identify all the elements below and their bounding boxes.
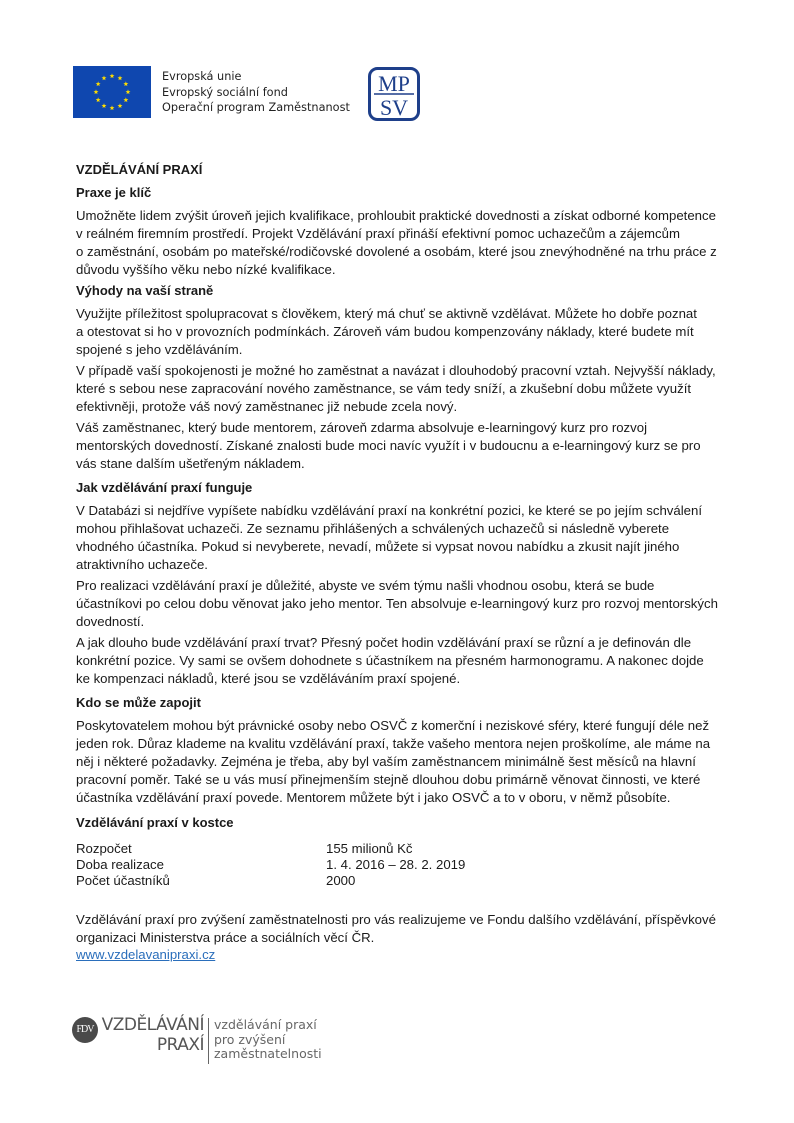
star-icon [96,97,101,102]
paragraph-line: mentorských dovedností. Získané znalosti bude moci navíc využít i v budoucnu a e-learningový kurz se pro [76,438,701,453]
paragraph-line: pracovní poměr. Také se u vás musí přinejmenším stejně dlouhou dobu primárně věnovat činnosti, ve které [76,772,701,787]
star-icon [110,105,115,110]
paragraph-line: Poskytovatelem mohou být právnické osoby nebo OSVČ z komerční i neziskové sféry, které fungují déle než [76,718,710,733]
fdv-logo-title [99,1015,204,1055]
paragraph-line: V případě vaší spokojenosti je možné ho zaměstnat a navázat i dlouhodobý pracovní vztah. Nejvyšší náklady, [76,363,716,378]
paragraph-line: které s sebou nese zapracování nového zaměstnance, se vám tedy sníží, a zkušební dobu můžete využít [76,381,692,396]
website-link[interactable]: www.vzdelavanipraxi.cz [76,947,216,962]
mpsv-logo [368,67,420,121]
paragraph-line: V Databázi si nejdříve vypíšete nabídku vzdělávání praxí na konkrétní pozici, ke které se po jejím schválení [76,503,703,518]
fdv-logo-divider [208,1018,209,1064]
paragraph-line: konkrétní pozice. Vy sami se ovšem dohodnete s účastníkem na přesném harmonogramu. A nakonec dojde [76,653,704,668]
star-icon [123,81,128,86]
summary-label: Doba realizace [76,857,164,872]
fdv-subtitle-line: zaměstnatelnosti [214,1046,322,1061]
section-heading: Výhody na vaší straně [76,283,214,298]
fdv-logo-subtitle [214,1018,322,1062]
star-icon [96,81,101,86]
closing-paragraph [76,911,736,947]
paragraph-line: organizaci Ministerstva práce a sociálních věcí ČR. [76,930,375,945]
paragraph-line: vhodného účastníka. Pokud si nevyberete, nevadí, můžete si vypsat novou nabídku a zkusit najít jiného [76,539,680,554]
paragraph-line: v reálném firemním prostředí. Projekt Vzdělávání praxí přináší efektivní pomoc uchazečům a zájemcům [76,226,680,241]
paragraph-line: Umožněte lidem zvýšit úroveň jejich kvalifikace, prohloubit praktické dovednosti a získat odborné kompetence [76,208,716,223]
section-heading: Praxe je klíč [76,185,152,200]
paragraph-line: dovedností. [76,614,145,629]
paragraph-line: A jak dlouho bude vzdělávání praxí trvat? Přesný počet hodin vzdělávání praxí se různí a je definován dle [76,635,692,650]
eu-logo-line: Evropský sociální fond [162,85,288,99]
paragraph-line: ke kompenzaci nákladů, které jsou se vzděláváním praxí spojené. [76,671,461,686]
fdv-badge-logo: FDV [72,1017,98,1043]
paragraph [76,207,736,279]
paragraph-line: účastníkovi po celou dobu věnovat jako jeho mentor. Ten absolvuje e-learningový kurz pro rozvoj mentorských [76,596,718,611]
star-icon [110,73,115,78]
eu-logo-line: Evropská unie [162,70,242,83]
star-icon [118,103,123,108]
paragraph [76,634,736,688]
paragraph-line: efektivněji, protože váš nový zaměstnanec již nebude zcela nový. [76,399,458,414]
paragraph [76,362,736,416]
eu-logo-line: Operační program Zaměstnanost [162,101,350,114]
mpsv-logo-bottom: SV [379,95,409,120]
paragraph-line: důvodu vyššího věku nebo nízké kvalifikace. [76,262,336,277]
paragraph-line: Váš zaměstnanec, který bude mentorem, zároveň zdarma absolvuje e-learningový kurz pro rozvoj [76,420,647,435]
summary-value: 155 milionů Kč [326,841,413,856]
eu-logo-text [162,69,350,116]
star-icon [123,97,128,102]
paragraph [76,502,736,574]
paragraph-line: o zaměstnání, osobám po mateřské/rodičovské dovolené a osobám, které jsou znevýhodněné na trhu práce z [76,244,717,259]
summary-value: 2000 [326,873,356,888]
paragraph [76,305,736,359]
paragraph-line: Vzdělávání praxí pro zvýšení zaměstnatelnosti pro vás realizujeme ve Fondu dalšího vzdělávání, příspěvkové [76,912,716,927]
paragraph [76,717,736,807]
paragraph-line: mohou přihlašovat uchazeči. Ze seznamu přihlášených a schválených uchazečů si následně vyberete [76,521,670,536]
section-heading: Jak vzdělávání praxí funguje [76,480,253,495]
paragraph-line: účastníka vzdělávání praxí povede. Mentorem můžete být i jako OSVČ a to v oboru, v němž působíte. [76,790,671,805]
paragraph-line: Pro realizaci vzdělávání praxí je důležité, abyste ve svém týmu našli vhodnou osobu, která se bude [76,578,655,593]
fdv-title-line: PRAXÍ [156,1035,204,1055]
eu-stars-icon [73,66,151,118]
paragraph-line: spojené s jeho vzděláváním. [76,342,243,357]
document-title: VZDĚLÁVÁNÍ PRAXÍ [76,162,203,177]
paragraph [76,577,736,631]
paragraph-line: vás stane dalším ušetřeným nákladem. [76,456,305,471]
summary-value: 1. 4. 2016 – 28. 2. 2019 [326,857,466,872]
star-icon [126,89,131,94]
star-icon [118,76,123,81]
summary-heading: Vzdělávání praxí v kostce [76,815,234,830]
summary-label: Rozpočet [76,841,132,856]
paragraph-line: a otestovat si ho v provozních podmínkách. Zároveň vám budou kompenzovány náklady, které budete mít [76,324,694,339]
paragraph [76,419,736,473]
fdv-title-line: VZDĚLÁVÁNÍ [101,1015,204,1035]
section-heading: Kdo se může zapojit [76,695,201,710]
fdv-subtitle-line: pro zvýšení [214,1031,286,1047]
paragraph-line: něj i některé požadavky. Zejména je třeba, aby byl vaším zaměstnancem minimálně šest měsíců na hlavní [76,754,696,769]
summary-label: Počet účastníků [76,873,170,888]
star-icon [102,76,107,81]
star-icon [102,103,107,108]
star-icon [94,89,99,94]
fdv-subtitle-line: vzdělávání praxí [214,1017,317,1032]
paragraph-line: Využijte příležitost spolupracovat s člověkem, který má chuť se aktivně vzdělávat. Můžete ho dobře poznat [76,306,697,321]
mpsv-logo-top: MP [378,71,410,96]
eu-flag-logo [73,66,151,118]
paragraph-line: jeden rok. Důraz klademe na kvalitu vzdělávání praxí, takže vašeho mentora nejen proškolíme, ale máme na [76,736,711,751]
paragraph-line: atraktivního uchazeče. [76,557,208,572]
